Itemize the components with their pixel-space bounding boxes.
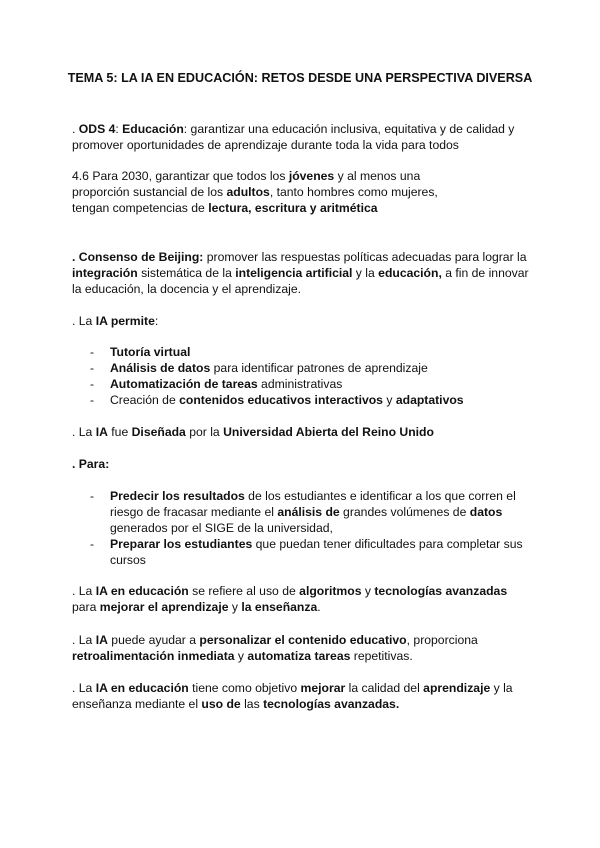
target-line-3: tengan competencias de lectura, escritura y aritmética: [72, 201, 378, 215]
beijing-line-3: la educación, la docencia y el aprendizaje.: [72, 282, 302, 296]
list-item-continuation: riesgo de fracasar mediante el análisis de grandes volúmenes de datos: [110, 505, 503, 519]
ods-line-1: . ODS 4: Educación: garantizar una educación inclusiva, equitativa y de calidad y: [72, 122, 515, 136]
ia-education-definition-line-1: . La IA en educación se refiere al uso de algoritmos y tecnologías avanzadas: [72, 584, 508, 598]
beijing-line-1: . Consenso de Beijing: promover las respuestas políticas adecuadas para lograr la: [72, 250, 527, 264]
ia-objective-line-2: enseñanza mediante el uso de las tecnologías avanzadas.: [72, 697, 400, 711]
list-bullet: -: [90, 361, 95, 375]
list-bullet: -: [90, 377, 95, 391]
list-bullet: -: [90, 489, 95, 503]
target-line-1: 4.6 Para 2030, garantizar que todos los jóvenes y al menos una: [72, 169, 421, 183]
ia-objective-line-1: . La IA en educación tiene como objetivo mejorar la calidad del aprendizaje y la: [72, 681, 513, 695]
list-bullet: -: [90, 393, 95, 407]
list-item-continuation: cursos: [110, 553, 146, 567]
page-title: TEMA 5: LA IA EN EDUCACIÓN: RETOS DESDE UNA PERSPECTIVA DIVERSA: [67, 71, 533, 85]
target-line-2: proporción sustancial de los adultos, tanto hombres como mujeres,: [72, 185, 438, 199]
list-item: Análisis de datos para identificar patrones de aprendizaje: [110, 361, 428, 375]
list-item: Tutoría virtual: [110, 345, 191, 359]
beijing-line-2: integración sistemática de la inteligencia artificial y la educación, a fin de innovar: [72, 266, 529, 280]
designed-by-line: . La IA fue Diseñada por la Universidad Abierta del Reino Unido: [72, 425, 434, 439]
list-item-continuation: generados por el SIGE de la universidad,: [110, 521, 333, 535]
para-heading: . Para:: [72, 457, 110, 471]
list-bullet: -: [90, 345, 95, 359]
list-item: Predecir los resultados de los estudiantes e identificar a los que corren el: [110, 489, 516, 503]
ia-help-line-1: . La IA puede ayudar a personalizar el contenido educativo, proporciona: [72, 633, 478, 647]
list-bullet: -: [90, 537, 95, 551]
list-item: Automatización de tareas administrativas: [110, 377, 343, 391]
ods-line-2: promover oportunidades de aprendizaje durante toda la vida para todos: [72, 138, 459, 152]
list-item: Creación de contenidos educativos interactivos y adaptativos: [110, 393, 464, 407]
ia-education-definition-line-2: para mejorar el aprendizaje y la enseñanza.: [72, 600, 321, 614]
ia-help-line-2: retroalimentación inmediata y automatiza tareas repetitivas.: [72, 649, 413, 663]
ia-permite-heading: . La IA permite:: [72, 314, 159, 328]
list-item: Preparar los estudiantes que puedan tener dificultades para completar sus: [110, 537, 523, 551]
